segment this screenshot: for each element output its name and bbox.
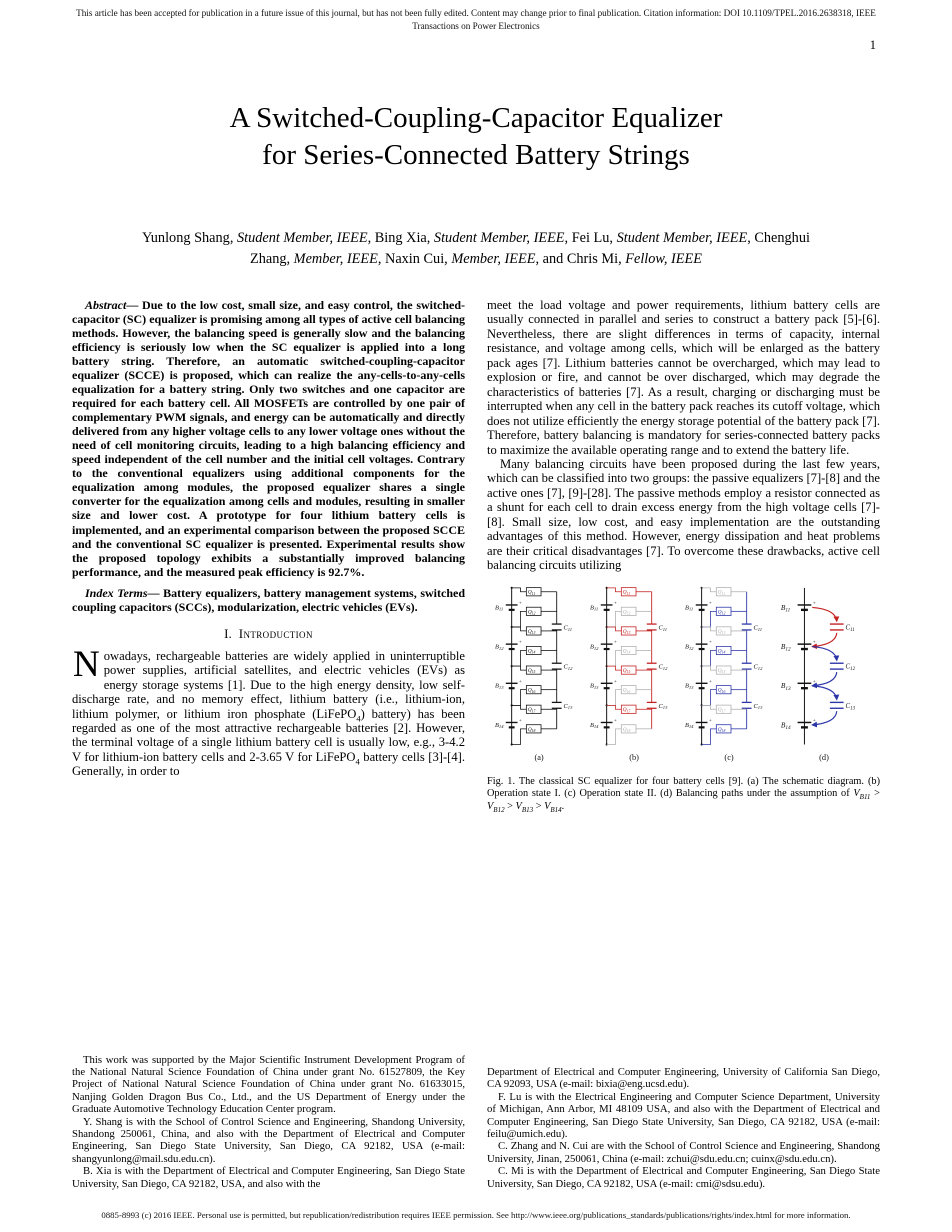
- svg-text:C12: $C_{12}$: [845, 663, 855, 672]
- svg-text:B13: $B_{13}$: [589, 682, 598, 690]
- svg-text:Q16: $Q_{16}$: [622, 687, 630, 694]
- left-column: [72, 298, 465, 1190]
- svg-text:(d): (d): [818, 752, 829, 762]
- index-terms-paragraph: Index Terms— Battery equalizers, battery management systems, switched coupling capacitors (SCCs), modularization, electric vehicles (EVs).: [72, 585, 465, 614]
- svg-text:C13: $C_{13}$: [658, 702, 667, 710]
- svg-text:Q13: $Q_{13}$: [717, 628, 725, 635]
- acceptance-notice: [30, 7, 922, 34]
- footnote-funding: This work was supported by the Major Scientific Instrument Development Program of the National Natural Science Foundation of China under grant No. 61527809, the Key Project of National Natural Science Foundation of China under grant No. 61633015, Nanjing Golden Dragon Bus Co., Ltd., and the US Department of Energy under the Graduate Automotive Technology Education Center program.: [72, 1053, 465, 1116]
- paper-title-line2: for Series-Connected Battery Strings: [262, 139, 690, 172]
- copyright-footer: 0885-8993 (c) 2016 IEEE. Personal use is permitted, but republication/redistribution requires IEEE permission. See http://www.ieee.org/publications_standards/publications/rights/index.html for more information.: [101, 1210, 851, 1220]
- svg-text:B14: $B_{14}$: [589, 721, 598, 729]
- footnote-author-lu: F. Lu is with the Electrical Engineering and Computer Science Department, University of Michigan, Ann Arbor, MI 48109 USA, and also with the Department of Electrical and Computer Engineering, San Diego State University, San Diego, CA 92182, USA (e-mail: feilu@umich.edu).: [487, 1090, 880, 1140]
- svg-text:B12: $B_{12}$: [780, 641, 791, 653]
- svg-text:Q11: $Q_{11}$: [527, 589, 535, 596]
- svg-text:C13: $C_{13}$: [563, 702, 572, 710]
- svg-text:Q14: $Q_{14}$: [527, 648, 535, 655]
- svg-text:+: +: [518, 718, 522, 724]
- footnote-author-xia: B. Xia is with the Department of Electrical and Computer Engineering, San Diego State University, San Diego, CA 92182, USA, and also with the: [72, 1165, 465, 1190]
- footnotes-right: [487, 1066, 880, 1190]
- figure-1: [487, 580, 880, 813]
- footnote-author-mi: C. Mi is with the Department of Electrical and Computer Engineering, San Diego State University, San Diego, CA 92182, USA (e-mail: cmi@sdsu.edu).: [487, 1165, 880, 1190]
- svg-text:+: +: [518, 640, 522, 646]
- svg-text:Q18: $Q_{18}$: [622, 726, 630, 733]
- svg-text:C13: $C_{13}$: [845, 702, 855, 711]
- intro-paragraph: [72, 643, 466, 779]
- svg-text:B14: $B_{14}$: [684, 721, 693, 729]
- svg-text:+: +: [708, 640, 712, 646]
- svg-text:B13: $B_{13}$: [780, 680, 791, 692]
- right-column: [487, 298, 880, 1190]
- svg-text:Q15: $Q_{15}$: [622, 667, 630, 674]
- svg-text:(b): (b): [628, 752, 639, 762]
- svg-text:Q17: $Q_{17}$: [622, 706, 630, 713]
- svg-text:(c): (c): [723, 752, 734, 762]
- svg-text:B11: $B_{11}$: [780, 602, 790, 614]
- svg-text:Q12: $Q_{12}$: [527, 608, 535, 616]
- svg-text:Q15: $Q_{15}$: [717, 667, 725, 674]
- svg-text:Q12: $Q_{12}$: [717, 608, 725, 616]
- page-number: 1: [869, 38, 876, 52]
- svg-text:+: +: [518, 679, 522, 685]
- svg-text:(a): (a): [533, 752, 544, 762]
- footnote-author-xia-cont: Department of Electrical and Computer Engineering, University of California San Diego, CA 92093, USA (e-mail: bixia@eng.ucsd.edu).: [487, 1065, 880, 1091]
- svg-text:Q16: $Q_{16}$: [527, 687, 535, 694]
- svg-text:Q18: $Q_{18}$: [527, 726, 535, 733]
- dropcap-letter: N: [73, 643, 100, 685]
- svg-text:+: +: [613, 640, 617, 646]
- section-heading-introduction: [72, 626, 465, 642]
- svg-text:B11: $B_{11}$: [494, 603, 503, 612]
- acceptance-notice-line1: This article has been accepted for publication in a future issue of this journal, but has not been fully edited. Content may change prior to final publication. Citation information: DOI 10.1109/TPEL.2016.2638318, IEEE: [76, 8, 876, 18]
- svg-text:B14: $B_{14}$: [780, 719, 791, 731]
- svg-text:C11: $C_{11}$: [845, 624, 855, 633]
- svg-text:Q16: $Q_{16}$: [717, 687, 725, 694]
- svg-text:C13: $C_{13}$: [753, 702, 762, 710]
- svg-text:B12: $B_{12}$: [589, 643, 598, 651]
- svg-text:+: +: [708, 679, 712, 685]
- svg-text:C11: $C_{11}$: [563, 624, 572, 632]
- svg-text:Q11: $Q_{11}$: [717, 589, 725, 596]
- body-paragraph-1: meet the load voltage and power requirements, lithium battery cells are usually connected in parallel and series to construct a battery pack [5]-[6]. Nevertheless, there are slight differences in terms of capacity, internal resistance, and voltage among cells, which will be enlarged as the battery pack ages [7]. Lithium batteries cannot be overcharged, which may lead to explosion or fire, and cannot be over discharged, which may degrade the characteristics of batteries [7]. As a result, charging or discharging must be interrupted when any cell in the battery pack reaches its cutoff voltage, which does not utilize efficiently the energy storage potential of the battery pack [7]. Therefore, battery balancing is mandatory for series-connected battery packs to maximize the available operating range and to extend the battery life.: [487, 298, 880, 457]
- svg-text:B11: $B_{11}$: [589, 603, 598, 612]
- intro-text: owadays, rechargeable batteries are widely applied in uninterruptible power supplies, artificial satellites, and electric vehicles (EVs) as energy storage systems [1]. Due to the high energy density, low self-discharge rate, and no memory effect, lithium battery (i.e., lithium-ion, lithium polymer, or lithium iron phosphate (LiFePO$_4$) battery) has been regarded as one of the most attractive rechargeable batteries [2]. However, the terminal voltage of a single lithium battery cell is usually low, e.g., 3-4.2 V for lithium-ion battery cells and 2-3.65 V for LiFePO$_4$ battery cells [3]-[4]. Generally, in order to: [72, 648, 466, 779]
- svg-text:Q18: $Q_{18}$: [717, 726, 725, 733]
- figure-1-caption: Fig. 1. The classical SC equalizer for four battery cells [9]. (a) The schematic diagram. (b) Operation state I. (c) Operation state II. (d) Balancing paths under the assumption of $V_{B11} > V_{B12} > V_{B13} > V_{B14}$.: [487, 775, 880, 814]
- svg-text:Q17: $Q_{17}$: [717, 706, 725, 713]
- footnotes-left: [72, 1054, 465, 1190]
- author-list: Yunlong Shang, Student Member, IEEE, Bing Xia, Student Member, IEEE, Fei Lu, Student Member, IEEE, Chenghui Zhang, Member, IEEE, Naxin Cui, Member, IEEE, and Chris Mi, Fellow, IEEE: [142, 230, 810, 267]
- footnote-author-zhang-cui: C. Zhang and N. Cui are with the School of Control Science and Engineering, Shandong University, Jinan, 250061, China (e-mail: zchui@sdu.edu.cn; cuinx@sdu.edu.cn).: [487, 1140, 880, 1165]
- svg-text:Q15: $Q_{15}$: [527, 667, 535, 674]
- svg-text:Q11: $Q_{11}$: [622, 589, 630, 596]
- svg-text:B12: $B_{12}$: [684, 643, 693, 651]
- svg-text:Q17: $Q_{17}$: [527, 706, 535, 713]
- body-paragraph-2: Many balancing circuits have been proposed during the last few years, which can be classified into two groups: the passive equalizers [7]-[8] and the active ones [7], [9]-[28]. The passive methods employ a resistor connected as a shunt for each cell to drain excess energy from the high voltage cells [7]-[8]. Small size, low cost, and easy implementation are the outstanding advantages of this method. However, energy dissipation and heat problems are their critical disadvantages [7]. To overcome these drawbacks, active cell balancing circuits utilizing: [487, 456, 880, 573]
- svg-text:B11: $B_{11}$: [684, 603, 693, 612]
- acceptance-notice-line2: Transactions on Power Electronics: [412, 21, 540, 32]
- svg-text:B13: $B_{13}$: [494, 682, 504, 690]
- svg-text:+: +: [613, 718, 617, 724]
- abstract-paragraph: Abstract— Due to the low cost, small size, and easy control, the switched-capacitor (SC) equalizer is promising among all types of active cell balancing methods. However, the balancing speed is generally slow and the balancing efficiency is seriously low when the SC equalizer is applied into a long battery string. Therefore, an automatic switched-coupling-capacitor equalizer (SCCE) is proposed, which can realize the any-cells-to-any-cells equalization for a battery string. Only two switches and one capacitor are required for each battery cell. All MOSFETs are controlled by one pair of complementary PWM signals, and energy can be automatically and directly delivered from any higher voltage cells to any lower voltage ones without the need of cell monitoring circuits, leading to a high balancing efficiency and speed independent of the cell number and the initial cell voltages. Contrary to the conventional equalizers using additional components for the equalization among modules, the proposed equalizer shares a single converter for the equalization among cells and modules, resulting in smaller size and lower cost. A prototype for four lithium battery cells is implemented, and an experimental comparison between the proposed SCCE and the conventional SC equalizer is presented. Experimental results show the proposed topology exhibits a substantially improved balancing performance, and the measured peak efficiency is 92.7%.: [72, 298, 465, 579]
- svg-text:B12: $B_{12}$: [494, 643, 504, 651]
- svg-text:C11: $C_{11}$: [658, 624, 667, 632]
- svg-text:+: +: [613, 601, 617, 607]
- section-title: Introduction: [238, 625, 313, 641]
- svg-text:+: +: [812, 600, 816, 607]
- svg-text:Q14: $Q_{14}$: [622, 648, 630, 655]
- two-column-body: [72, 298, 880, 1190]
- svg-text:Q13: $Q_{13}$: [527, 628, 535, 635]
- paper-title: [0, 100, 952, 174]
- svg-text:+: +: [613, 679, 617, 685]
- svg-text:Q13: $Q_{13}$: [622, 628, 630, 635]
- section-number: I.: [224, 625, 232, 641]
- svg-text:Q14: $Q_{14}$: [717, 648, 725, 655]
- svg-text:+: +: [708, 601, 712, 607]
- svg-text:C12: $C_{12}$: [563, 663, 572, 671]
- svg-text:Q12: $Q_{12}$: [622, 608, 630, 616]
- svg-text:+: +: [708, 718, 712, 724]
- svg-text:B13: $B_{13}$: [684, 682, 693, 690]
- footnote-author-shang: Y. Shang is with the School of Control Science and Engineering, Shandong University, Shandong 250061, China, and also with the Department of Electrical and Computer Engineering, San Diego State University, San Diego, CA 92182, USA (e-mail: shangyunlong@mail.sdu.edu.cn).: [72, 1115, 465, 1165]
- svg-text:+: +: [812, 678, 816, 685]
- svg-text:+: +: [812, 717, 816, 724]
- paper-title-line1: A Switched-Coupling-Capacitor Equalizer: [229, 102, 723, 134]
- svg-text:C11: $C_{11}$: [753, 624, 762, 632]
- figure-1-circuit-diagram: [494, 580, 874, 768]
- svg-text:C12: $C_{12}$: [753, 663, 762, 671]
- svg-text:B14: $B_{14}$: [494, 721, 504, 729]
- svg-text:+: +: [518, 601, 522, 607]
- svg-text:C12: $C_{12}$: [658, 663, 667, 671]
- svg-text:+: +: [812, 639, 816, 646]
